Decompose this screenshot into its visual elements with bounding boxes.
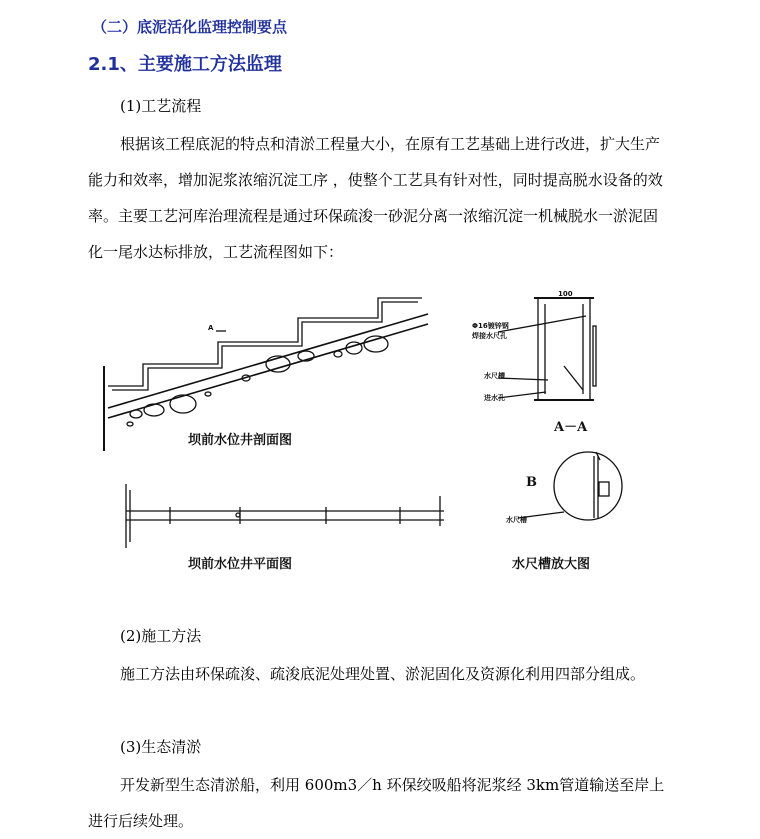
- aa-drawing: [498, 298, 596, 400]
- caption-aa: A－A: [554, 420, 588, 435]
- section-heading: （二）底泥活化监理控制要点: [92, 18, 288, 36]
- section-drawing: [104, 298, 428, 451]
- method-paragraph: 施工方法由环保疏浚、疏浚底泥处理处置、淤泥固化及资源化利用四部分组成。: [120, 665, 646, 683]
- caption-plan: 坝前水位井平面图: [188, 557, 293, 572]
- plan-drawing: [126, 484, 444, 548]
- aa-label-pipe-2: 焊接水尺孔: [472, 332, 507, 340]
- section-label-a: A: [208, 324, 214, 332]
- eco-paragraph: 开发新型生态清淤船，利用 600m3／h 环保绞吸船将泥浆经 3km管道输送至岸上进行后续处理。: [88, 776, 665, 830]
- eco-title: (3)生态清淤: [120, 738, 202, 756]
- process-paragraph: 根据该工程底泥的特点和清淤工程量大小，在原有工艺基础上进行改进，扩大生产能力和效率，增加泥浆浓缩沉淀工序 ，使整个工艺具有针对性，同时提高脱水设备的效率。主要工艺河库治理流程是通过环保疏浚一砂泥分离一浓缩沉淀一机械脱水一淤泥固化一尾水达标排放，工艺流程图如下：: [88, 135, 663, 261]
- process-figure: [88, 286, 678, 586]
- aa-label-gauge: 水尺槽: [484, 372, 505, 380]
- aa-label-hole: 进水孔: [484, 394, 505, 402]
- aa-label-dim: 100: [558, 290, 573, 298]
- detail-label-b: B: [526, 475, 537, 490]
- detail-label-gauge: 水尺槽: [506, 516, 527, 524]
- process-title: (1)工艺流程: [120, 97, 202, 115]
- method-title: (2)施工方法: [120, 627, 202, 645]
- subsection-heading: 2.1、主要施工方法监理: [88, 54, 282, 75]
- caption-detail: 水尺槽放大图: [512, 557, 591, 572]
- caption-section: 坝前水位井剖面图: [188, 433, 293, 448]
- aa-label-pipe-1: Φ16镀锌钢: [472, 322, 509, 330]
